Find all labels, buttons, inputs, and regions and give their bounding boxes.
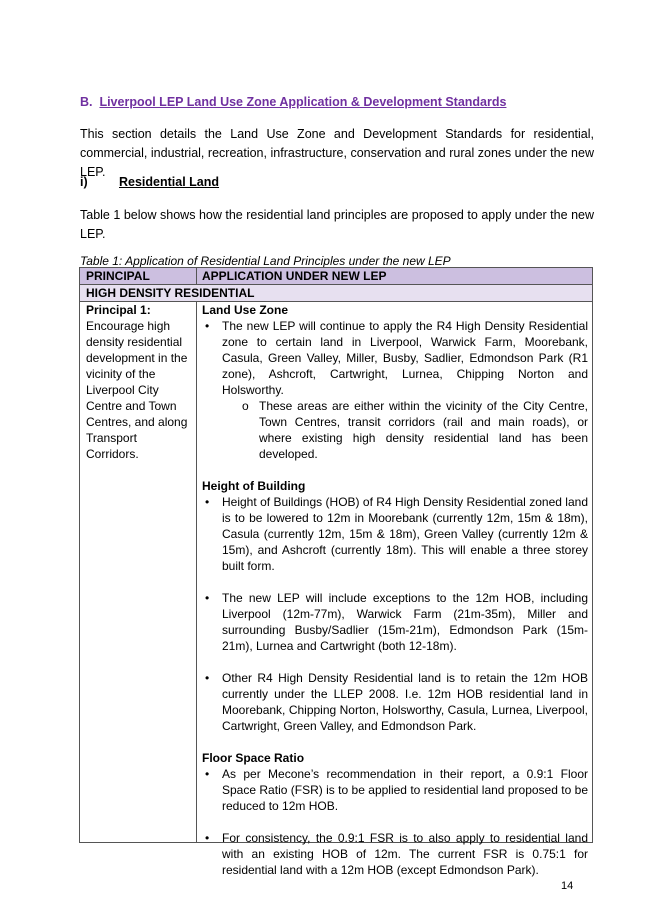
category-band	[80, 285, 592, 302]
subsection-heading	[80, 175, 219, 189]
fsr-bullet-2: • For consistency, the 0.9:1 FSR is to also apply to residential land with an existing HOB of 12m. The current FSR is 0.75:1 for residential land with a 12m HOB (except Edmondson Park).	[205, 831, 588, 877]
table-caption: Table 1: Application of Residential Land Principles under the new LEP	[80, 254, 451, 268]
application-cell	[202, 302, 588, 878]
residential-principles-table	[79, 267, 593, 877]
subsection-title: Residential Land	[119, 175, 220, 189]
land-use-heading: Land Use Zone	[202, 303, 289, 317]
intro-paragraph: This section details the Land Use Zone and Development Standards for residential, commercial, industrial, recreation, infrastructure, conservation and rural zones under the new LEP.	[80, 127, 594, 179]
bullet-icon: •	[205, 671, 210, 685]
column-divider	[196, 302, 197, 842]
land-use-subbullet: o These areas are either within the vicinity of the City Centre, Town Centres, transit corridors (rail and main roads), or where existing high density residential land has been developed.	[242, 399, 588, 461]
header-principal: PRINCIPAL	[86, 269, 150, 283]
height-heading: Height of Building	[202, 479, 306, 493]
principal-cell	[86, 302, 192, 462]
land-use-bullet: • The new LEP will continue to apply the R4 High Density Residential zone to certain land in Liverpool, Warwick Farm, Moorebank, Casula, Green Valley, Miller, Busby, Sadlier, Edmondson Park (R1 zone), Ashcroft, Cartwright, Lurnea, Chipping Norton and Holsworthy.	[205, 319, 588, 397]
table-header-row	[80, 268, 592, 285]
bullet-icon: •	[205, 591, 210, 605]
header-application: APPLICATION UNDER NEW LEP	[202, 269, 387, 283]
table-intro-paragraph: Table 1 below shows how the residential land principles are proposed to apply under the new LEP.	[80, 208, 594, 241]
hollow-bullet-icon: o	[242, 399, 249, 413]
bullet-icon: •	[205, 831, 210, 845]
fsr-heading: Floor Space Ratio	[202, 751, 305, 765]
section-letter: B.	[80, 95, 93, 109]
subsection-number: i)	[80, 175, 88, 189]
bullet-icon: •	[205, 319, 210, 333]
bullet-icon: •	[205, 767, 210, 781]
bullet-icon: •	[205, 495, 210, 509]
height-bullet-1: • Height of Buildings (HOB) of R4 High Density Residential zoned land is to be lowered to 12m in Moorebank (currently 12m, 15m & 18m), Casula (currently 12m, 15m & 18m), Green Valley (currently 12m & 15m), and Ashcroft (currently 18m). This will enable a three storey built form.	[205, 495, 588, 573]
section-title	[80, 95, 506, 109]
height-bullet-3: • Other R4 High Density Residential land is to retain the 12m HOB currently under the LLEP 2008. I.e. 12m HOB residential land in Moorebank, Chipping Norton, Holsworthy, Casula, Lurnea, Liverpool, Cartwright, Green Valley, and Edmondson Park.	[205, 671, 588, 733]
category-label: HIGH DENSITY RESIDENTIAL	[86, 286, 255, 300]
header-divider	[196, 268, 197, 284]
fsr-bullet-1: • As per Mecone’s recommendation in their report, a 0.9:1 Floor Space Ratio (FSR) is to be applied to residential land proposed to be reduced to 12m HOB.	[205, 767, 588, 813]
section-title-text[interactable]: Liverpool LEP Land Use Zone Application & Development Standards	[99, 95, 507, 109]
principal-title: Principal 1:	[86, 303, 151, 317]
principal-text: Encourage high density residential development in the vicinity of the Liverpool City Centre and Town Centres, and along Transport Corridors.	[86, 319, 188, 461]
height-bullet-2: • The new LEP will include exceptions to the 12m HOB, including Liverpool (12m-77m), Warwick Farm (21m-35m), Miller and surrounding Busby/Sadlier (15m-21m), Edmondson Park (15m-21m), Lurnea and Cartwright (both 12-18m).	[205, 591, 588, 653]
page-number: 14	[561, 880, 574, 892]
